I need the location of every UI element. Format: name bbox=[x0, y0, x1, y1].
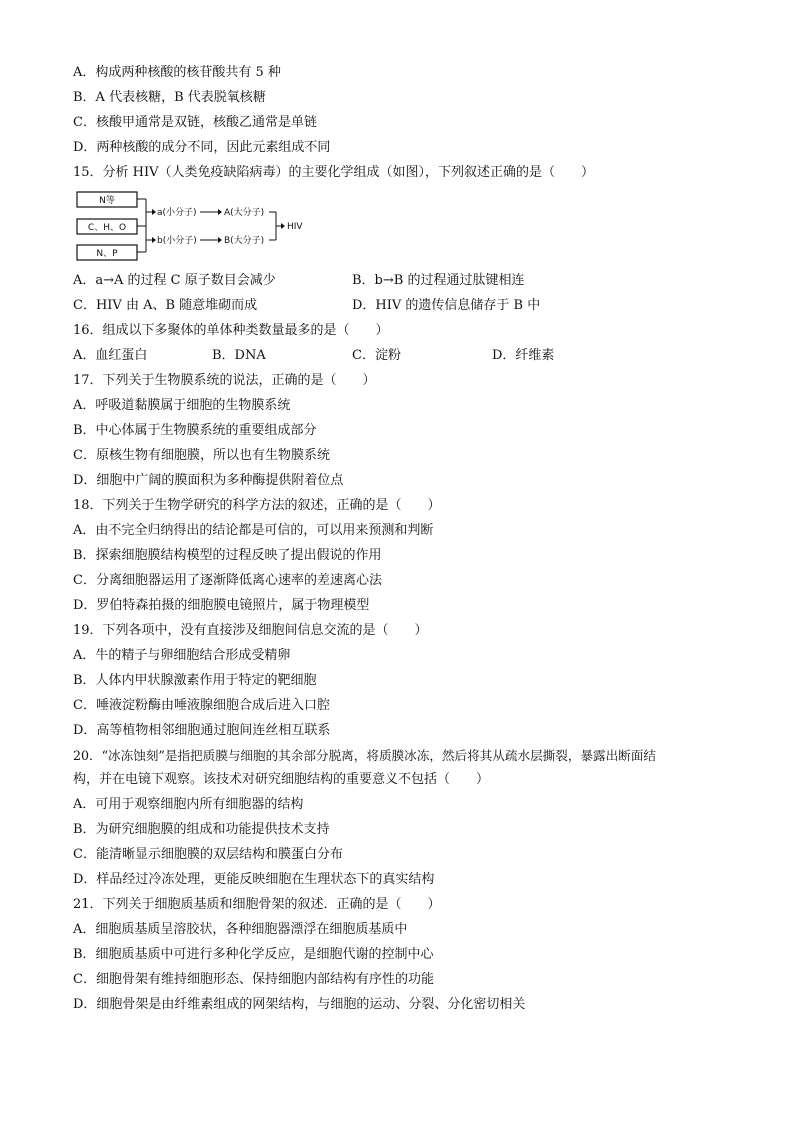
q18-option-c: C．分离细胞器运用了逐渐降低离心速率的差速离心法 bbox=[73, 573, 382, 588]
q19-option-c: C．唾液淀粉酶由唾液腺细胞合成后进入口腔 bbox=[73, 698, 330, 713]
q15-option-d: D．HIV 的遗传信息储存于 B 中 bbox=[352, 298, 541, 313]
q14-option-d: D．两种核酸的成分不同，因此元素组成不同 bbox=[73, 140, 331, 155]
q18-option-b: B．探索细胞膜结构模型的过程反映了提出假说的作用 bbox=[73, 548, 382, 563]
q17-stem: 17．下列关于生物膜系统的说法，正确的是（ ） bbox=[73, 373, 376, 388]
q19-option-a: A．牛的精子与卵细胞结合形成受精卵 bbox=[73, 648, 291, 663]
q16-option-d: D．纤维素 bbox=[492, 348, 555, 363]
box-cho-label: C、H、O bbox=[87, 223, 127, 233]
q15-option-c: C．HIV 由 A、B 随意堆砌而成 bbox=[73, 298, 258, 313]
box-n-label: N等 bbox=[99, 196, 115, 206]
q20-option-d: D．样品经过冷冻处理，更能反映细胞在生理状态下的真实结构 bbox=[73, 872, 435, 887]
hiv-composition-diagram bbox=[76, 188, 316, 262]
q21-option-b: B．细胞质基质中可进行多种化学反应，是细胞代谢的控制中心 bbox=[73, 947, 434, 962]
q20-option-a: A．可用于观察细胞内所有细胞器的结构 bbox=[73, 797, 304, 812]
q17-option-b: B．中心体属于生物膜系统的重要组成部分 bbox=[73, 423, 317, 438]
q18-stem: 18．下列关于生物学研究的科学方法的叙述，正确的是（ ） bbox=[73, 498, 441, 513]
q21-option-c: C．细胞骨架有维持细胞形态、保持细胞内部结构有序性的功能 bbox=[73, 972, 434, 987]
q15-stem: 15．分析 HIV（人类免疫缺陷病毒）的主要化学组成（如图），下列叙述正确的是（ ） bbox=[73, 165, 595, 180]
arrowhead bbox=[218, 209, 222, 215]
box-np-label: N、P bbox=[96, 249, 118, 259]
q14-option-c: C．核酸甲通常是双链，核酸乙通常是单链 bbox=[73, 115, 317, 130]
arrowhead bbox=[152, 237, 156, 243]
q16-option-c: C．淀粉 bbox=[352, 348, 401, 363]
b-small-label: b(小分子) bbox=[157, 236, 197, 246]
arrowhead bbox=[152, 209, 156, 215]
a-small-label: a(小分子) bbox=[157, 208, 197, 218]
hiv-label: HIV bbox=[287, 222, 303, 232]
q19-option-d: D．高等植物相邻细胞通过胞间连丝相互联系 bbox=[73, 723, 331, 738]
q19-option-b: B．人体内甲状腺激素作用于特定的靶细胞 bbox=[73, 673, 317, 688]
q21-option-a: A．细胞质基质呈溶胶状，各种细胞器漂浮在细胞质基质中 bbox=[73, 922, 408, 937]
q20-option-c: C．能清晰显示细胞膜的双层结构和膜蛋白分布 bbox=[73, 847, 343, 862]
q20-option-b: B．为研究细胞膜的组成和功能提供技术支持 bbox=[73, 822, 330, 837]
q16-option-b: B．DNA bbox=[212, 348, 266, 363]
q21-option-d: D．细胞骨架是由纤维素组成的网架结构，与细胞的运动、分裂、分化密切相关 bbox=[73, 997, 526, 1012]
q20-stem-line1: 20．“冰冻蚀刻”是指把质膜与细胞的其余部分脱离，将质膜冰冻，然后将其从疏水层撕裂，暴露出断面结 bbox=[73, 748, 657, 763]
q18-option-d: D．罗伯特森拍摄的细胞膜电镜照片，属于物理模型 bbox=[73, 598, 370, 613]
q17-option-a: A．呼吸道黏膜属于细胞的生物膜系统 bbox=[73, 398, 291, 413]
q21-stem: 21．下列关于细胞质基质和细胞骨架的叙述．正确的是（ ） bbox=[73, 897, 441, 912]
A-large-label: A(大分子) bbox=[224, 208, 265, 218]
q18-option-a: A．由不完全归纳得出的结论都是可信的，可以用来预测和判断 bbox=[73, 523, 434, 538]
q19-stem: 19．下列各项中，没有直接涉及细胞间信息交流的是（ ） bbox=[73, 623, 428, 638]
q14-option-b: B．A 代表核糖，B 代表脱氧核糖 bbox=[73, 90, 266, 105]
q15-option-b: B．b→B 的过程通过肽键相连 bbox=[352, 273, 525, 288]
B-large-label: B(大分子) bbox=[224, 236, 265, 246]
q16-stem: 16．组成以下多聚体的单体种类数量最多的是（ ） bbox=[73, 323, 389, 338]
q15-option-a: A．a→A 的过程 C 原子数目会减少 bbox=[73, 273, 276, 288]
q17-option-d: D．细胞中广阔的膜面积为多种酶提供附着位点 bbox=[73, 473, 344, 488]
arrowhead bbox=[218, 237, 222, 243]
q14-option-a: A．构成两种核酸的核苷酸共有 5 种 bbox=[73, 65, 281, 80]
q17-option-c: C．原核生物有细胞膜，所以也有生物膜系统 bbox=[73, 448, 330, 463]
q20-stem-line2: 构，并在电镜下观察。该技术对研究细胞结构的重要意义不包括（ ） bbox=[73, 772, 490, 787]
q16-option-a: A．血红蛋白 bbox=[73, 348, 148, 363]
arrowhead bbox=[281, 223, 285, 229]
